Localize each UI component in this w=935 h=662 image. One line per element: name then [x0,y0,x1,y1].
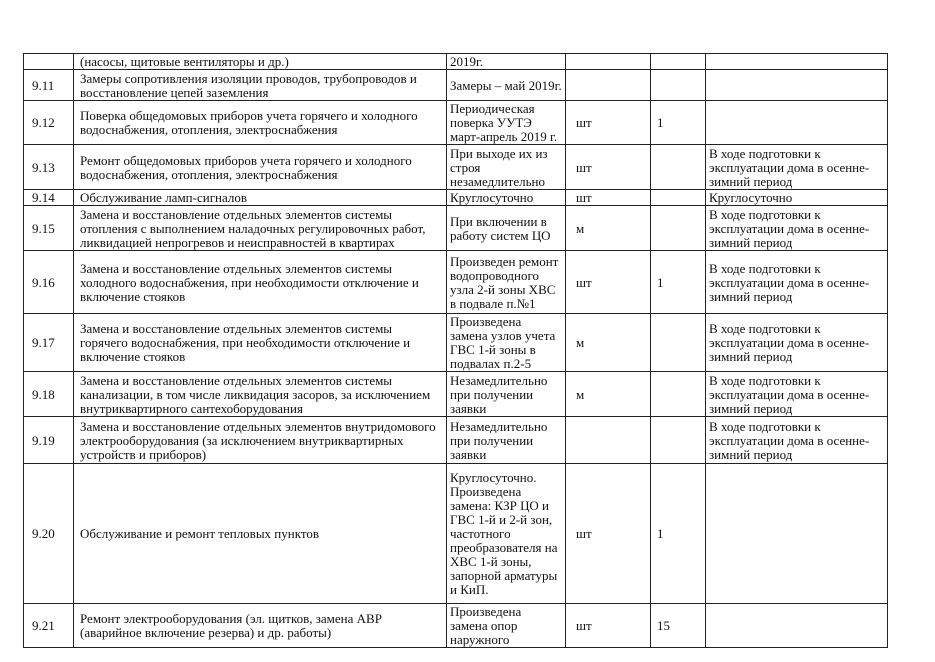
work-description: Замена и восстановление отдельных элементов системы холодного водоснабжения, при необходимости отключение и включение стояков [74,251,447,314]
table-row [24,251,888,314]
unit-of-measure: шт [566,604,651,648]
unit-of-measure [566,417,651,464]
row-number: 9.12 [24,101,74,145]
table-row [24,206,888,251]
row-number: 9.11 [24,70,74,101]
work-description: Замена и восстановление отдельных элементов внутридомового электрооборудования (за исключением внутриквартирных устройств и приборов) [74,417,447,464]
table-row [24,314,888,372]
work-period: Круглосуточно. Произведена замена: КЗР ЦО и ГВС 1-й и 2-й зон, частотного преобразователя на ХВС 1-й зоны, запорной арматуры и КиП. [447,464,566,604]
work-period: Произведен ремонт водопроводного узла 2-й зоны ХВС в подвале п.№1 [447,251,566,314]
unit-of-measure [566,54,651,70]
note [706,54,888,70]
quantity [651,54,706,70]
row-number: 9.20 [24,464,74,604]
work-period: Произведена замена опор наружного [447,604,566,648]
row-number: 9.21 [24,604,74,648]
note [706,604,888,648]
note: В ходе подготовки к эксплуатации дома в осенне-зимний период [706,314,888,372]
row-number: 9.14 [24,190,74,206]
table-row [24,145,888,190]
unit-of-measure: шт [566,251,651,314]
note: В ходе подготовки к эксплуатации дома в осенне-зимний период [706,251,888,314]
table-row [24,417,888,464]
quantity: 15 [651,604,706,648]
row-number: 9.16 [24,251,74,314]
quantity [651,190,706,206]
table-body [24,54,888,648]
quantity [651,70,706,101]
note: В ходе подготовки к эксплуатации дома в осенне-зимний период [706,372,888,417]
work-description: Замена и восстановление отдельных элементов системы отопления с выполнением наладочных регулировочных работ, ликвидацией непрогревов и неисправностей в квартирах [74,206,447,251]
row-number: 9.15 [24,206,74,251]
work-description: Поверка общедомовых приборов учета горячего и холодного водоснабжения, отопления, электроснабжения [74,101,447,145]
note: Круглосуточно [706,190,888,206]
row-number: 9.17 [24,314,74,372]
quantity [651,417,706,464]
quantity [651,206,706,251]
work-period: 2019г. [447,54,566,70]
row-number: 9.19 [24,417,74,464]
note [706,70,888,101]
work-description: Замена и восстановление отдельных элементов системы канализации, в том числе ликвидация засоров, за исключением внутриквартирного сантехоборудования [74,372,447,417]
work-period: Произведена замена узлов учета ГВС 1-й зоны в подвалах п.2-5 [447,314,566,372]
row-number [24,54,74,70]
table-row [24,70,888,101]
unit-of-measure: шт [566,190,651,206]
unit-of-measure: шт [566,101,651,145]
work-description: Замеры сопротивления изоляции проводов, трубопроводов и восстановление цепей заземления [74,70,447,101]
note: В ходе подготовки к эксплуатации дома в осенне-зимний период [706,206,888,251]
work-period: Замеры – май 2019г. [447,70,566,101]
table-row [24,101,888,145]
quantity [651,314,706,372]
work-description: Ремонт электрооборудования (эл. щитков, замена АВР (аварийное включение резерва) и др. работы) [74,604,447,648]
unit-of-measure [566,70,651,101]
note: В ходе подготовки к эксплуатации дома в осенне-зимний период [706,145,888,190]
table-row [24,464,888,604]
work-description: (насосы, щитовые вентиляторы и др.) [74,54,447,70]
work-period: Круглосуточно [447,190,566,206]
work-description: Обслуживание и ремонт тепловых пунктов [74,464,447,604]
work-period: Незамедлительно при получении заявки [447,417,566,464]
work-description: Ремонт общедомовых приборов учета горячего и холодного водоснабжения, отопления, электроснабжения [74,145,447,190]
table-row [24,190,888,206]
unit-of-measure: м [566,372,651,417]
unit-of-measure: шт [566,145,651,190]
quantity: 1 [651,251,706,314]
work-period: Периодическая поверка УУТЭ март-апрель 2019 г. [447,101,566,145]
quantity [651,145,706,190]
work-description: Замена и восстановление отдельных элементов системы горячего водоснабжения, при необходимости отключение и включение стояков [74,314,447,372]
works-table [23,53,888,648]
work-period: Незамедлительно при получении заявки [447,372,566,417]
table-row [24,54,888,70]
quantity: 1 [651,101,706,145]
note [706,101,888,145]
row-number: 9.13 [24,145,74,190]
quantity [651,372,706,417]
table-row [24,604,888,648]
quantity: 1 [651,464,706,604]
unit-of-measure: шт [566,464,651,604]
unit-of-measure: м [566,206,651,251]
work-period: При выходе их из строя незамедлительно [447,145,566,190]
work-description: Обслуживание ламп-сигналов [74,190,447,206]
table-row [24,372,888,417]
work-period: При включении в работу систем ЦО [447,206,566,251]
unit-of-measure: м [566,314,651,372]
row-number: 9.18 [24,372,74,417]
note: В ходе подготовки к эксплуатации дома в осенне-зимний период [706,417,888,464]
note [706,464,888,604]
